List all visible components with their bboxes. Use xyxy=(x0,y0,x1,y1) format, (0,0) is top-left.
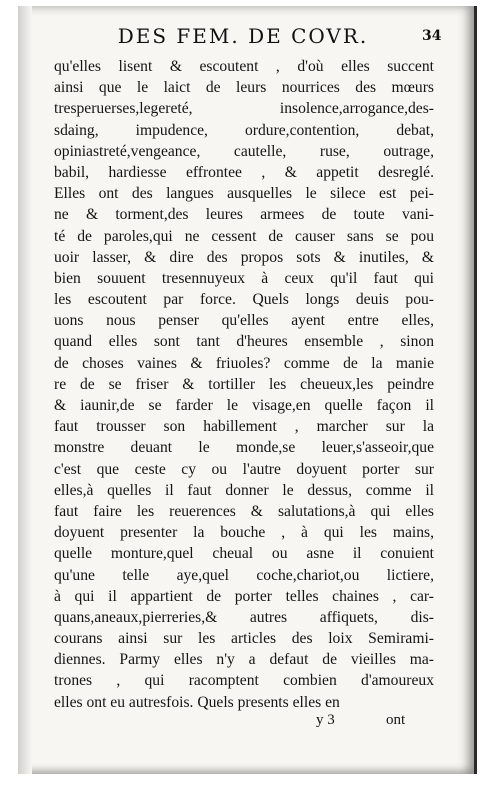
text-line: ne & torment,des leures armees de toute vani- xyxy=(54,206,434,224)
text-line: faut trousser son habillement , marcher sur la xyxy=(54,418,434,436)
text-line: à qui il appartient de porter telles chaines , car- xyxy=(54,587,434,605)
text-line: babil, hardiesse effrontee , & appetit desreglé. xyxy=(54,163,434,181)
text-line: quans,aneaux,pierreries,& autres affiquets, dis- xyxy=(54,608,434,626)
page-number: 34 xyxy=(422,28,442,44)
text-line: les escoutent par force. Quels longs deuis pou- xyxy=(54,291,434,309)
text-line: diennes. Parmy elles n'y a defaut de vieilles ma- xyxy=(54,651,434,669)
book-page xyxy=(18,6,477,774)
text-line: uoir lasser, & dire des propos sots & inutiles, & xyxy=(54,248,434,266)
text-line: qu'elles lisent & escoutent , d'où elles succent xyxy=(54,58,434,75)
text-line: quand elles sont tant d'heures ensemble , sinon xyxy=(54,333,434,351)
text-line: faut faire les reuerences & salutations,à qui elles xyxy=(54,502,434,520)
catchword: ont xyxy=(386,712,406,728)
text-line: opiniastreté,vengeance, cautelle, ruse, outrage, xyxy=(54,142,434,160)
running-head: DES FEM. DE COVR. xyxy=(117,24,369,48)
text-line: monstre deuant le monde,se leuer,s'asseoir,que xyxy=(54,439,434,457)
text-line: trones , qui racomptent combien d'amoureux xyxy=(54,672,434,690)
text-line: de choses vaines & friuoles? comme de la manie xyxy=(54,354,434,372)
text-line: elles,à quelles il faut donner le dessus, comme il xyxy=(54,481,434,499)
text-line: & iaunir,de se farder le visage,en quelle façon il xyxy=(54,397,434,414)
page-gutter-shadow xyxy=(18,6,32,774)
signature-mark: y 3 xyxy=(316,712,335,728)
text-line: elles ont eu autresfois. Quels presents elles en xyxy=(54,693,340,711)
text-line: qu'une telle aye,quel coche,chariot,ou lictiere, xyxy=(54,566,434,584)
text-line: bien souuent tresennuyeux à ceux qu'il faut qui xyxy=(54,269,434,287)
text-line: quelle monture,quel cheual ou asne il conuient xyxy=(54,545,434,563)
body-text xyxy=(54,56,434,713)
text-line: re de se friser & tortiller les cheueux,les peindre xyxy=(54,375,434,393)
text-line: ainsi que le laict de leurs nourrices des mœurs xyxy=(54,79,434,97)
text-line: té de paroles,qui ne cessent de causer sans se pou xyxy=(54,227,434,245)
text-line: sdaing, impudence, ordure,contention, debat, xyxy=(54,121,434,139)
text-line: c'est que ceste cy ou l'autre doyuent porter sur xyxy=(54,460,434,478)
text-line: tresperuerses,legereté, insolence,arrogance,des- xyxy=(54,100,434,118)
text-line: doyuent presenter la bouche , à qui les mains, xyxy=(54,524,434,542)
text-line: Elles ont des langues ausquelles le silece est pei- xyxy=(54,185,434,203)
text-line: uons nous penser qu'elles ayent entre elles, xyxy=(54,312,434,330)
text-line: courans ainsi sur les articles des loix Semirami- xyxy=(54,630,434,648)
